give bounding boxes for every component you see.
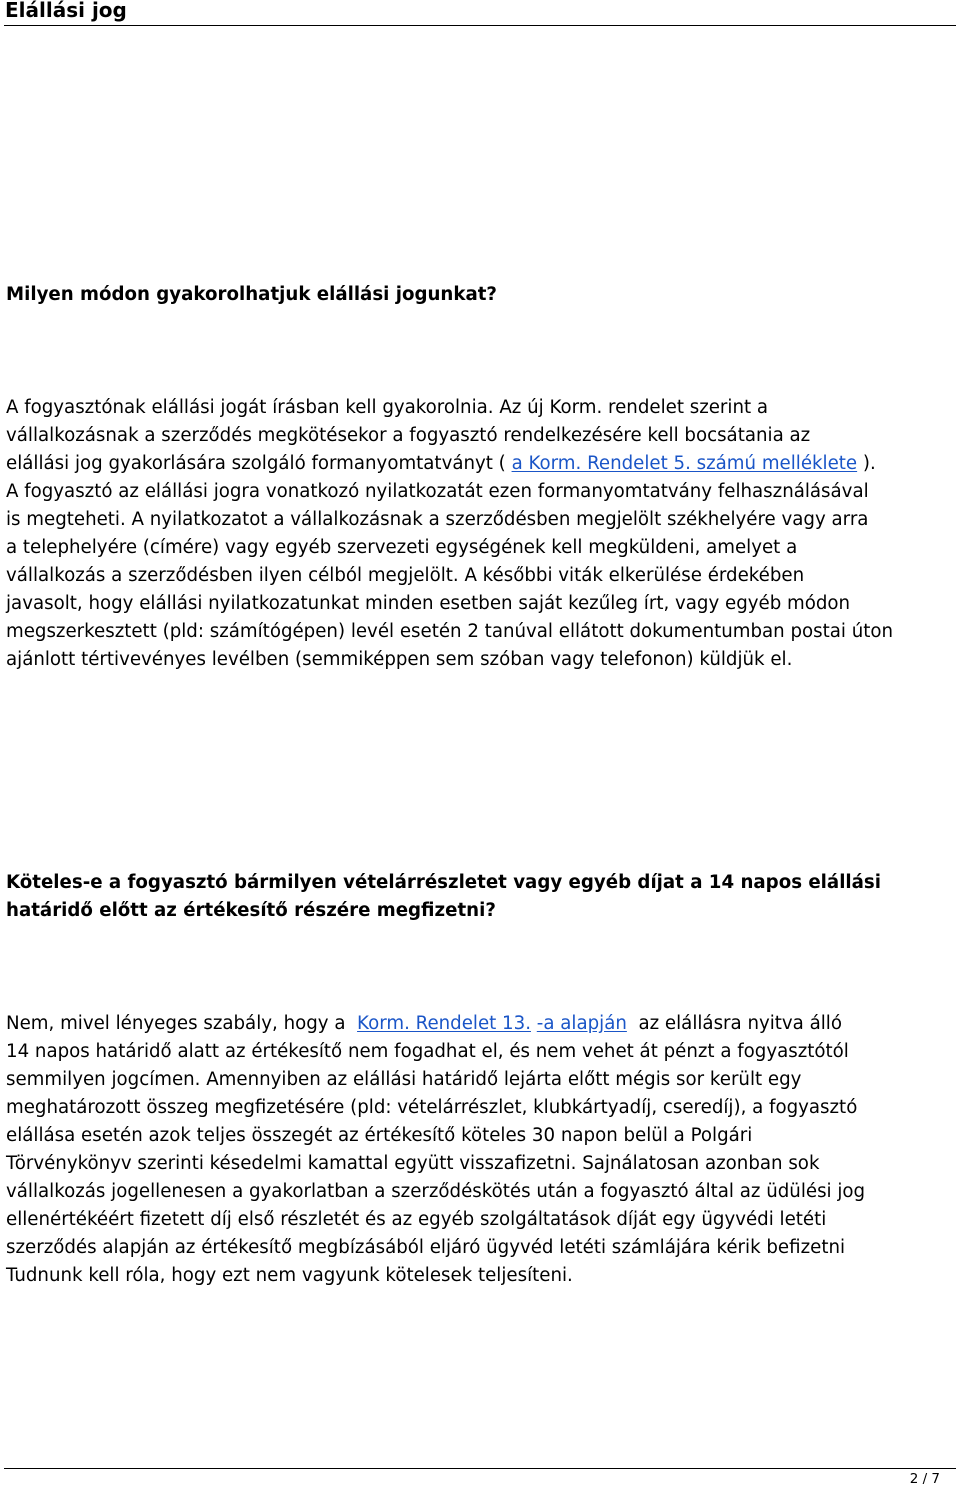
paragraph-advance-payment xyxy=(6,1010,865,1290)
paragraph-line: a telephelyére (címére) vagy egyéb szervezeti egységének kell megküldeni, amelyet a xyxy=(6,537,798,558)
paragraph-line: semmilyen jogcímen. Amennyiben az elállási határidő lejárta előtt mégis sor került egy xyxy=(6,1069,802,1090)
paragraph-line: megszerkesztett (pld: számítógépen) levél esetén 2 tanúval ellátott dokumentumban postai úton xyxy=(6,621,894,642)
paragraph-withdrawal-method xyxy=(6,394,893,674)
link-korm-rendelet-13[interactable]: Korm. Rendelet 13. xyxy=(357,1013,531,1034)
paragraph-line: Tudnunk kell róla, hogy ezt nem vagyunk kötelesek teljesíteni. xyxy=(6,1265,573,1286)
title-divider xyxy=(4,25,956,26)
page-number: 2 / 7 xyxy=(909,1471,940,1487)
section-heading-advance-payment xyxy=(6,869,881,925)
paragraph-line: Törvénykönyv szerinti késedelmi kamattal együtt visszafizetni. Sajnálatosan azonban sok xyxy=(6,1153,820,1174)
inline-text: elállási jog gyakorlására szolgáló formanyomtatványt ( xyxy=(6,453,512,474)
paragraph-line: A fogyasztó az elállási jogra vonatkozó nyilatkozatát ezen formanyomtatvány felhasználásával xyxy=(6,481,869,502)
paragraph-line: vállalkozás jogellenesen a gyakorlatban a szerződéskötés után a fogyasztó által az üdülési jog xyxy=(6,1181,866,1202)
inline-text: ). xyxy=(857,453,876,474)
paragraph-line: vállalkozás a szerződésben ilyen célból megjelölt. A későbbi viták elkerülése érdekében xyxy=(6,565,805,586)
paragraph-line: A fogyasztónak elállási jogát írásban kell gyakorolnia. Az új Korm. rendelet szerint a xyxy=(6,397,769,418)
paragraph-line xyxy=(6,450,893,478)
paragraph-line: szerződés alapján az értékesítő megbízásából eljáró ügyvéd letéti számlájára kérik befizetni xyxy=(6,1237,846,1258)
heading-line: Milyen módon gyakorolhatjuk elállási jogunkat? xyxy=(6,284,497,305)
heading-line: Köteles-e a fogyasztó bármilyen vételárrészletet vagy egyéb díjat a 14 napos elállási xyxy=(6,872,881,893)
inline-text: az elállásra nyitva álló xyxy=(626,1013,842,1034)
page-title: Elállási jog xyxy=(5,0,127,22)
paragraph-line: is megteheti. A nyilatkozatot a vállalkozásnak a szerződésben megjelölt székhelyére vagy arra xyxy=(6,509,869,530)
inline-text: Nem, mivel lényeges szabály, hogy a xyxy=(6,1013,358,1034)
paragraph-line: meghatározott összeg megfizetésére (pld: vételárrészlet, klubkártyadíj, cseredíj), a fogyasztó xyxy=(6,1097,858,1118)
paragraph-line: 14 napos határidő alatt az értékesítő nem fogadhat el, és nem vehet át pénzt a fogyasztótól xyxy=(6,1041,849,1062)
paragraph-line: ajánlott tértivevényes levélben (semmiképpen sem szóban vagy telefonon) küldjük el. xyxy=(6,649,793,670)
paragraph-line: elállása esetén azok teljes összegét az értékesítő köteles 30 napon belül a Polgári xyxy=(6,1125,753,1146)
link-a-alapjan[interactable]: -a alapján xyxy=(536,1013,627,1034)
section-heading-withdrawal-method xyxy=(6,281,497,309)
footer-divider xyxy=(4,1468,956,1469)
paragraph-line: javasolt, hogy elállási nyilatkozatunkat minden esetben saját kezűleg írt, vagy egyéb módon xyxy=(6,593,851,614)
paragraph-line xyxy=(6,1010,865,1038)
paragraph-line: ellenértékéért fizetett díj első részletét és az egyéb szolgáltatások díját egy ügyvédi letéti xyxy=(6,1209,827,1230)
paragraph-line: vállalkozásnak a szerződés megkötésekor a fogyasztó rendelkezésére kell bocsátania az xyxy=(6,425,811,446)
link-korm-rendelet-5-annex[interactable]: a Korm. Rendelet 5. számú melléklete xyxy=(511,453,858,474)
heading-line: határidő előtt az értékesítő részére megfizetni? xyxy=(6,900,496,921)
